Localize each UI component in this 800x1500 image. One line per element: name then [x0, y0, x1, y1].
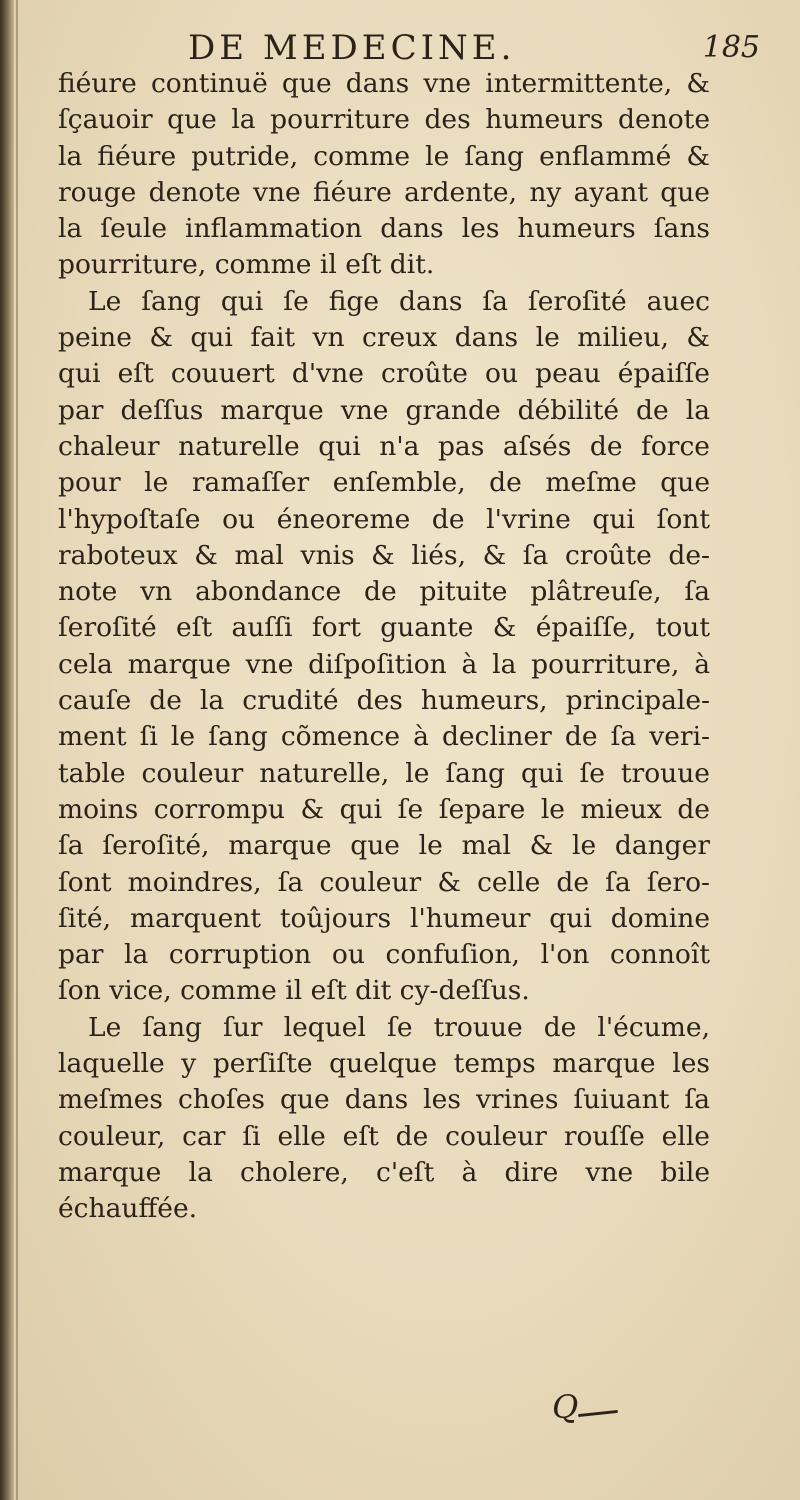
text-line: la ſeule inflammation dans les humeurs ſans [58, 213, 710, 245]
text-line: échauffée. [58, 1193, 198, 1225]
header-title: DE MEDECINE. [188, 28, 516, 68]
text-line: note vn abondance de pituite plâtreuſe, ſa [58, 576, 710, 608]
text-line: ſont moindres, ſa couleur & celle de ſa ſero- [58, 866, 710, 898]
binding-edge-line [16, 0, 18, 1500]
paragraph-start-line: Le ſang ſur lequel ſe trouue de l'écume, [88, 1011, 710, 1043]
text-line: marque la cholere, c'eſt à dire vne bile [58, 1156, 710, 1188]
text-line: ſçauoir que la pourriture des humeurs denote [58, 104, 710, 136]
catchword: Q [552, 1388, 579, 1426]
text-line: ſon vice, comme il eſt dit cy-deſſus. [58, 975, 530, 1007]
text-line: fiéure continuë que dans vne intermittente, & [58, 68, 710, 99]
book-binding [0, 0, 14, 1500]
text-line: pour le ramaſſer enſemble, de meſme que [58, 467, 710, 499]
page-number: 185 [702, 30, 760, 65]
text-line: couleur, car ſi elle eſt de couleur rouſſe elle [58, 1120, 710, 1152]
text-line: par deſſus marque vne grande débilité de la [58, 394, 710, 426]
text-line: meſmes choſes que dans les vrines ſuiuant ſa [58, 1084, 710, 1116]
text-line: cela marque vne diſpoſition à la pourriture, à [58, 648, 710, 680]
text-line: laquelle y perſiſte quelque temps marque les [58, 1048, 710, 1080]
text-line: par la corruption ou confuſion, l'on connoît [58, 939, 710, 971]
text-line: rouge denote vne fiéure ardente, ny ayant que [58, 176, 710, 208]
text-line: chaleur naturelle qui n'a pas aſsés de force [58, 430, 710, 462]
text-line: la fiéure putride, comme le ſang enflammé & [58, 140, 710, 172]
body-text [58, 66, 710, 1228]
text-line: peine & qui fait vn creux dans le milieu, & [58, 322, 710, 354]
text-line: cauſe de la crudité des humeurs, principale- [58, 685, 710, 717]
text-line: ſeroſité eſt auſſi fort guante & épaiſſe, tout [58, 612, 710, 644]
text-line: moins corrompu & qui ſe ſepare le mieux de [58, 793, 710, 825]
text-line: raboteux & mal vnis & liés, & ſa croûte de- [58, 539, 710, 571]
text-line: table couleur naturelle, le ſang qui ſe trouue [58, 757, 710, 789]
text-line: pourriture, comme il eſt dit. [58, 249, 435, 281]
catchword-swash [578, 1410, 618, 1417]
text-line: qui eſt couuert d'vne croûte ou peau épaiſſe [58, 358, 710, 390]
running-header [60, 22, 760, 72]
text-line: l'hypoſtaſe ou éneoreme de l'vrine qui ſont [58, 503, 710, 535]
text-line: ſa ſeroſité, marque que le mal & le danger [58, 830, 710, 862]
text-line: ment ſi le ſang cõmence à decliner de ſa veri- [58, 721, 710, 753]
text-line: ſité, marquent toûjours l'humeur qui domine [58, 902, 710, 934]
paragraph-start-line: Le ſang qui ſe fige dans ſa ſeroſité auec [88, 285, 710, 317]
